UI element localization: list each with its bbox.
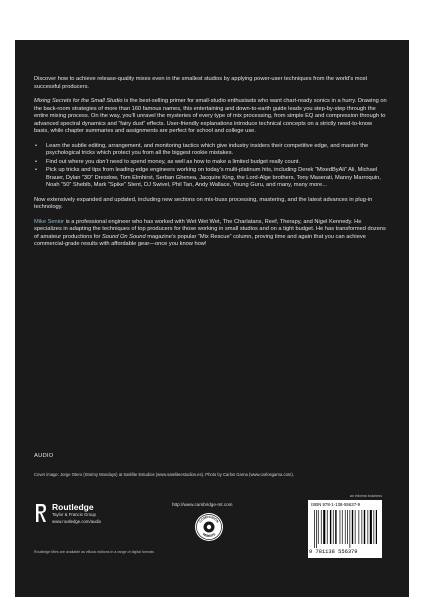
isbn-number: ISBN 978-1-138-55637-9: [311, 502, 361, 507]
category-label: AUDIO: [34, 453, 54, 459]
svg-text:WEBSITE: WEBSITE: [201, 532, 217, 539]
barcode-bar: [345, 510, 346, 544]
list-item: • Learn the subtle editing, arrangement, and monitoring tactics which give industry insiders their competitive edge, and master the psychological tricks which protect you from all the biggest rookie mistakes.: [34, 143, 387, 158]
book-title: Mixing Secrets for the Small Studio: [34, 98, 123, 105]
author-bio: is a professional engineer who has worked with Wet Wet Wet, The Charlatans, Reef, Therapy, and Nigel Kennedy. He specializes in adapting the techniques of top producers for those working in small studios and on a tight budget. He has transformed dozens of amateur productions for: [34, 218, 386, 240]
barcode-bar: [318, 510, 319, 544]
description-paragraph: [34, 98, 387, 136]
barcode-icon: [313, 510, 377, 548]
barcode-bar: [316, 510, 317, 548]
barcode-bar: [359, 510, 360, 544]
author-bio-end: magazine’s popular “Mix Rescue” column, proving time and again that you can achieve commercial-grade results with affordable gear—once you know how!: [34, 233, 366, 248]
intro-paragraph: Discover how to achieve release-quality mixes even in the smallest studios by applying power-user techniques from the world’s most successful producers.: [34, 76, 368, 90]
barcode-bar: [355, 510, 356, 544]
publisher-name: Routledge: [52, 502, 94, 512]
barcode-bar: [374, 510, 375, 544]
barcode-bar: [342, 510, 343, 544]
list-item: [34, 159, 387, 167]
barcode-bar: [368, 510, 369, 544]
barcode-bar: [323, 510, 325, 544]
companion-website-badge-icon: [194, 512, 224, 542]
feature-list: [34, 143, 387, 190]
edition-paragraph: Now extensively expanded and updated, including new sections on mix-buss processing, mastering, and the latest advances in plug-in technology.: [34, 196, 373, 211]
list-item-text: need to spend money, as well as how to make a limited budget really count.: [108, 158, 301, 165]
ebook-note: Routledge titles are available as eBook editions in a range of digital formats: [34, 550, 154, 554]
informa-tagline: an informa business: [349, 494, 382, 498]
barcode-digits: 9 781138 556379: [309, 549, 358, 555]
barcode-bar: [370, 510, 372, 544]
barcode-bar: [321, 510, 322, 544]
description-text: is the best-selling primer for small-studio enthusiasts who want chart-ready sonics in a hurry. Drawing on the back-room strategies of more than 160 famous names, this entertaining and down-to-earth guide leads you step-by-step through the entire mixing process. On the way, you’ll unravel the mysteries of every type of mix processing, from simple EQ and compression through to advanced spectral dynamics and “fairy dust” effects. User-friendly explanations introduce technical concepts on a strictly need-to-know basis, while chapter summaries and assignments are perfect for school and college use.: [34, 98, 387, 135]
companion-website-url: http://www.cambridge-mt.com: [172, 502, 233, 507]
barcode-bar: [362, 510, 363, 544]
author-name: Mike Senior: [34, 218, 65, 225]
publisher-url: www.routledge.com/audio: [52, 519, 102, 524]
barcode-bar: [333, 510, 334, 544]
barcode-bar: [314, 510, 315, 548]
list-item-emphasis: don’t: [95, 158, 109, 165]
publisher-logo: [34, 502, 154, 532]
magazine-title: Sound On Sound: [101, 233, 146, 240]
barcode-label: [308, 500, 382, 558]
barcode-bar: [340, 510, 341, 544]
barcode-bar: [350, 510, 351, 548]
book-back-cover: [15, 40, 409, 597]
barcode-bar: [376, 510, 377, 544]
blurb: [34, 76, 387, 256]
barcode-bar: [364, 510, 365, 544]
routledge-logo-icon: [34, 502, 48, 524]
barcode-bar: [352, 510, 353, 544]
cover-credit: Cover image: Jorge Otero (Stormy Mondays) at Satélite Estudios (www.sateliteestudios.es). Photo by Carlos Garna (www.carlosgarna.com).: [34, 472, 294, 477]
list-item: • Pick up tricks and tips from leading-edge engineers working on today’s multi-platinum hits, including Derek “MixedByAli” Ali, Michael Brauer, Dylan “3D” Dresdow, Tom Elmhirst, Serban Ghenea, Jacquire King, the Lord-Alge brothers, Tony Maserati, Manny Marroquin, Noah “50” Shebib, Mark “Spike” Stent, DJ Swivel, Phil Tan, Andy Wallace, Young Guru, and many, many more...: [34, 167, 387, 190]
barcode-bar: [327, 510, 328, 544]
author-paragraph: [34, 219, 387, 249]
publisher-group: Taylor & Francis Group: [52, 512, 96, 517]
barcode-bar: [347, 510, 348, 544]
list-item-text: Find out where you: [46, 158, 96, 165]
barcode-bar: [330, 510, 331, 544]
barcode-bar: [335, 510, 336, 544]
svg-text:COMPANION: COMPANION: [198, 514, 220, 524]
